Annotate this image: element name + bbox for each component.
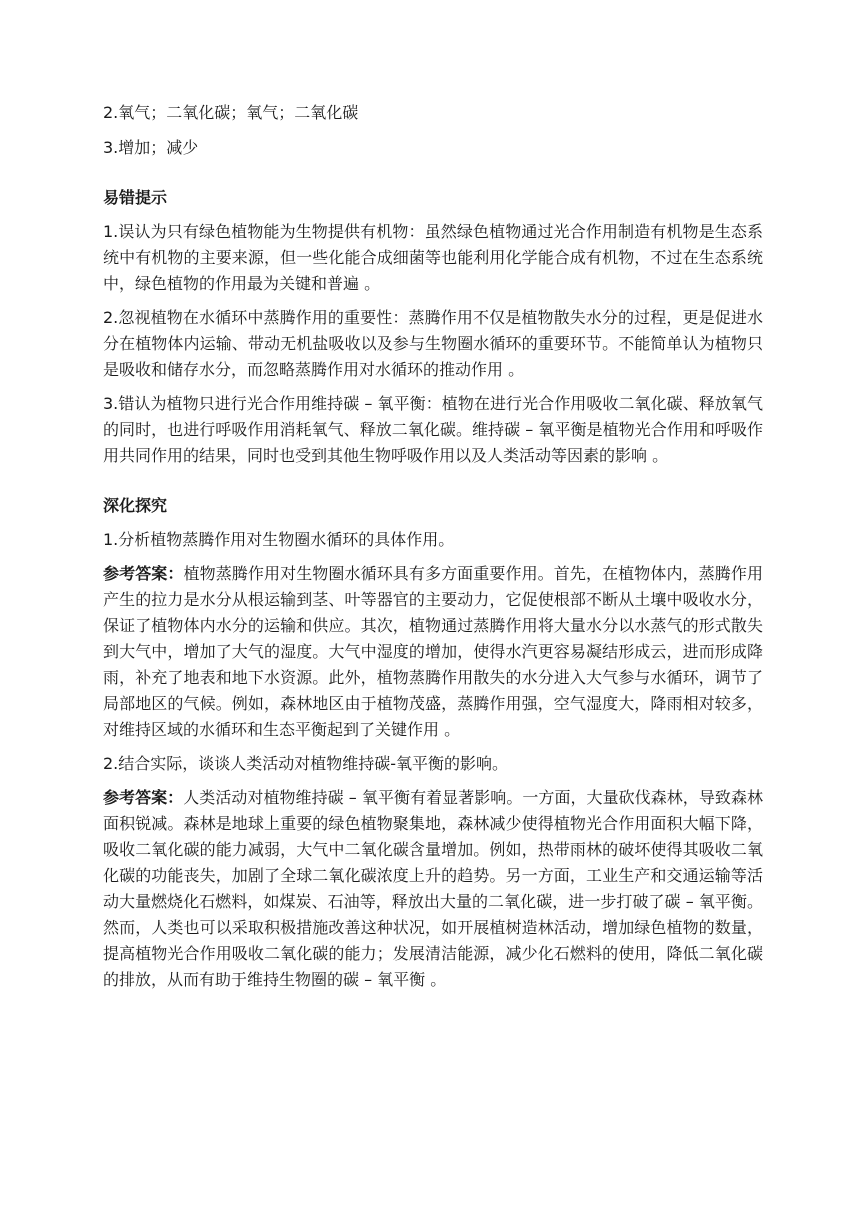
answer-label: 参考答案： [103, 564, 184, 583]
tip-item-1: 1.误认为只有绿色植物能为生物提供有机物：虽然绿色植物通过光合作用制造有机物是生态系统中有机物的主要来源，但一些化能合成细菌等也能利用化学能合成有机物，不过在生态系统中，绿色植物的作用最为关键和普遍 。 [103, 222, 763, 293]
answer-text: 人类活动对植物维持碳 – 氧平衡有着显著影响。一方面，大量砍伐森林，导致森林面积锐减。森林是地球上重要的绿色植物聚集地，森林减少使得植物光合作用面积大幅下降，吸收二氧化碳的能力减弱，大气中二氧化碳含量增加。例如，热带雨林的破坏使得其吸收二氧化碳的功能丧失，加剧了全球二氧化碳浓度上升的趋势。另一方面，工业生产和交通运输等活动大量燃烧化石燃料，如煤炭、石油等，释放出大量的二氧化碳，进一步打破了碳 – 氧平衡。然而，人类也可以采取积极措施改善这种状况，如开展植树造林活动，增加绿色植物的数量，提高植物光合作用吸收二氧化碳的能力；发展清洁能源，减少化石燃料的使用，降低二氧化碳的排放，从而有助于维持生物圈的碳 – 氧平衡 。 [103, 788, 763, 989]
explore-answer-2 [103, 785, 763, 993]
tip-item-3: 3.错认为植物只进行光合作用维持碳 – 氧平衡：植物在进行光合作用吸收二氧化碳、释放氧气的同时，也进行呼吸作用消耗氧气、释放二氧化碳。维持碳 – 氧平衡是植物光合作用和呼吸作用共同作用的结果，同时也受到其他生物呼吸作用以及人类活动等因素的影响 。 [103, 394, 763, 465]
explore-question-2: 2.结合实际，谈谈人类活动对植物维持碳-氧平衡的影响。 [103, 754, 509, 773]
answer-text: 植物蒸腾作用对生物圈水循环具有多方面重要作用。首先，在植物体内，蒸腾作用产生的拉力是水分从根运输到茎、叶等器官的主要动力，它促使根部不断从土壤中吸收水分，保证了植物体内水分的运输和供应。其次，植物通过蒸腾作用将大量水分以水蒸气的形式散失到大气中，增加了大气的湿度。大气中湿度的增加，使得水汽更容易凝结形成云，进而形成降雨，补充了地表和地下水资源。此外，植物蒸腾作用散失的水分进入大气参与水循环，调节了局部地区的气候。例如，森林地区由于植物茂盛，蒸腾作用强，空气湿度大，降雨相对较多，对维持区域的水循环和生态平衡起到了关键作用 。 [103, 564, 763, 739]
answer-label: 参考答案： [103, 788, 184, 807]
tip-item-2: 2.忽视植物在水循环中蒸腾作用的重要性：蒸腾作用不仅是植物散失水分的过程，更是促进水分在植物体内运输、带动无机盐吸收以及参与生物圈水循环的重要环节。不能简单认为植物只是吸收和储存水分，而忽略蒸腾作用对水循环的推动作用 。 [103, 308, 763, 379]
explore-answer-1 [103, 561, 763, 743]
explore-heading: 深化探究 [103, 496, 168, 515]
document-page [103, 100, 763, 1001]
explore-question-1: 1.分析植物蒸腾作用对生物圈水循环的具体作用。 [103, 530, 455, 549]
answer-item-3: 3.增加；减少 [103, 138, 199, 157]
answer-item-2: 2.氧气；二氧化碳；氧气；二氧化碳 [103, 103, 359, 122]
tips-heading: 易错提示 [103, 188, 168, 207]
